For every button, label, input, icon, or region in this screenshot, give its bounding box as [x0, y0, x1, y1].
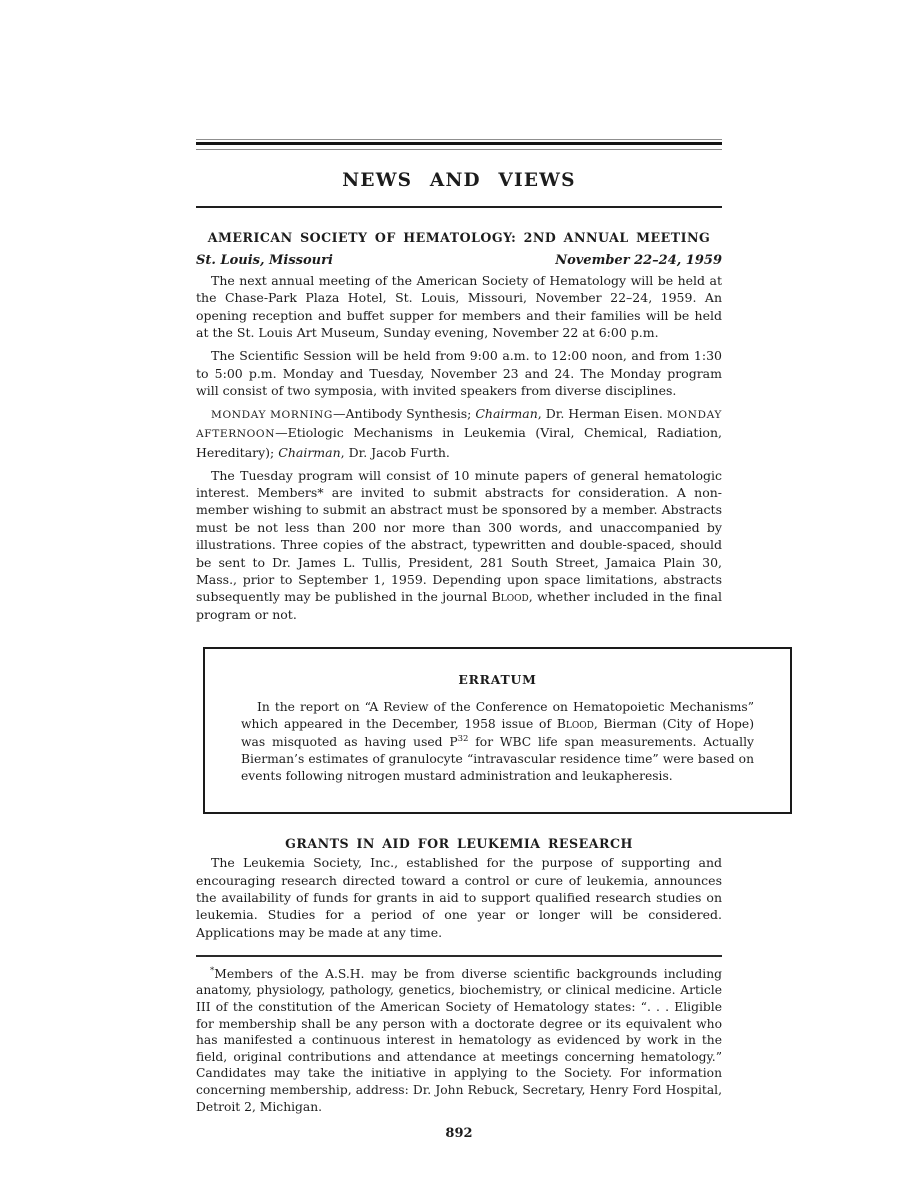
- erratum-body: [241, 699, 754, 785]
- erratum-box: [203, 647, 792, 814]
- paragraph: [196, 347, 722, 399]
- text-segment: The next annual meeting of the American Society of Hematology will be held at the Chase-Park Plaza Hotel, St. Louis, Missouri, November 22–24, 1959. An opening reception and buffet supper for members and their families will be held at the St. Louis Art Museum, Sunday evening, November 22 at 6:00 p.m.: [196, 273, 722, 341]
- text-segment: The Leukemia Society, Inc., established for the purpose of supporting and encouraging research directed toward a control or cure of leukemia, announces the availability of funds for grants in aid to support qualified research studies on leukemia. Studies for a period of one year or longer will be considered. Applications may be made at any time.: [196, 855, 722, 940]
- meeting-section: [196, 230, 722, 623]
- text-segment: Chairman: [278, 444, 341, 460]
- erratum-heading: ERRATUM: [458, 672, 537, 688]
- text-segment: The Tuesday program will consist of 10 minute papers of general hematologic interest. Members* are invited to submit abstracts for consideration. A non-member wishing to submit an abstract must be sponsored by a member. Abstracts must be not less than 200 nor more than 300 words, and unaccompanied by illustrations. Three copies of the abstract, typewritten and double-spaced, should be sent to Dr. James L. Tullis, President, 281 South Street, Jamaica Plain 30, Mass., prior to September 1, 1959. Depending upon space limitations, abstracts subsequently may be published in the journal: [196, 467, 722, 605]
- text-segment: In the report on “A Review of the Conference on Hematopoietic Mechanisms” which appeared in the December, 1958 issue of: [241, 700, 754, 732]
- text-segment: *: [210, 965, 215, 976]
- meeting-heading: AMERICAN SOCIETY OF HEMATOLOGY: 2ND ANNUAL MEETING: [207, 230, 711, 245]
- grants-section: [196, 836, 722, 941]
- text-segment: The Scientific Session will be held from 9:00 a.m. to 12:00 noon, and from 1:30 to 5:00 p.m. Monday and Tuesday, November 23 and 24. The Monday program will consist of two symposia, with invited speakers from diverse disciplines.: [196, 348, 722, 398]
- text-segment: , Bierman (City of Hope) was misquoted as having used P: [241, 717, 755, 749]
- text-segment: 32: [457, 733, 469, 744]
- page-number: 892: [445, 1126, 473, 1142]
- dateline: [196, 253, 722, 269]
- text-segment: Chairman: [475, 405, 538, 421]
- text-segment: MONDAY AFTERNOON: [196, 408, 722, 441]
- masthead-title: NEWS AND VIEWS: [342, 170, 576, 191]
- paragraph: [196, 272, 722, 342]
- text-segment: for WBC life span measurements. Actually Bierman’s estimates of granulocyte “intravascular residence time” were based on events following nitrogen mustard administration and leukapheresis.: [241, 734, 754, 784]
- footnote: [196, 966, 722, 1115]
- paragraph: [196, 854, 722, 941]
- grants-paragraphs: [196, 854, 722, 941]
- dateline-date: November 22–24, 1959: [555, 253, 722, 268]
- meeting-paragraphs: [196, 272, 722, 623]
- text-segment: , whether included in the final program or not.: [196, 589, 722, 622]
- text-segment: , Dr. Jacob Furth.: [340, 444, 450, 460]
- text-segment: MONDAY MORNING: [211, 408, 333, 421]
- top-double-rule: [196, 139, 722, 150]
- text-segment: —Antibody Synthesis;: [333, 405, 476, 421]
- text-segment: Blood: [491, 589, 529, 605]
- text-segment: Members of the A.S.H. may be from diverse scientific backgrounds including anatomy, physiology, pathology, genetics, biochemistry, or clinical medicine. Article III of the constitution of the American Society of Hematology states: “. . . Eligible for membership shall be any person with a doctorate degree or its equivalent who has manifested a continuous interest in hematology as evidenced by work in the field, original contributions and attendance at meetings concerning hematology.” Candidates may take the initiative in applying to the Society. For information concerning membership, address: Dr. John Rebuck, Secretary, Henry Ford Hospital, Detroit 2, Michigan.: [196, 966, 722, 1114]
- paragraph: [196, 467, 722, 624]
- paragraph: [196, 405, 722, 461]
- grants-heading: GRANTS IN AID FOR LEUKEMIA RESEARCH: [285, 836, 633, 852]
- text-segment: , Dr. Herman Eisen.: [537, 405, 667, 421]
- footnote-rule: [196, 955, 722, 957]
- masthead-rule: [196, 206, 722, 208]
- text-segment: Blood: [556, 717, 594, 732]
- page-content-column: [196, 0, 755, 1142]
- dateline-location: St. Louis, Missouri: [196, 253, 333, 268]
- text-segment: —Etiologic Mechanisms in Leukemia (Viral, Chemical, Radiation, Hereditary);: [196, 425, 722, 460]
